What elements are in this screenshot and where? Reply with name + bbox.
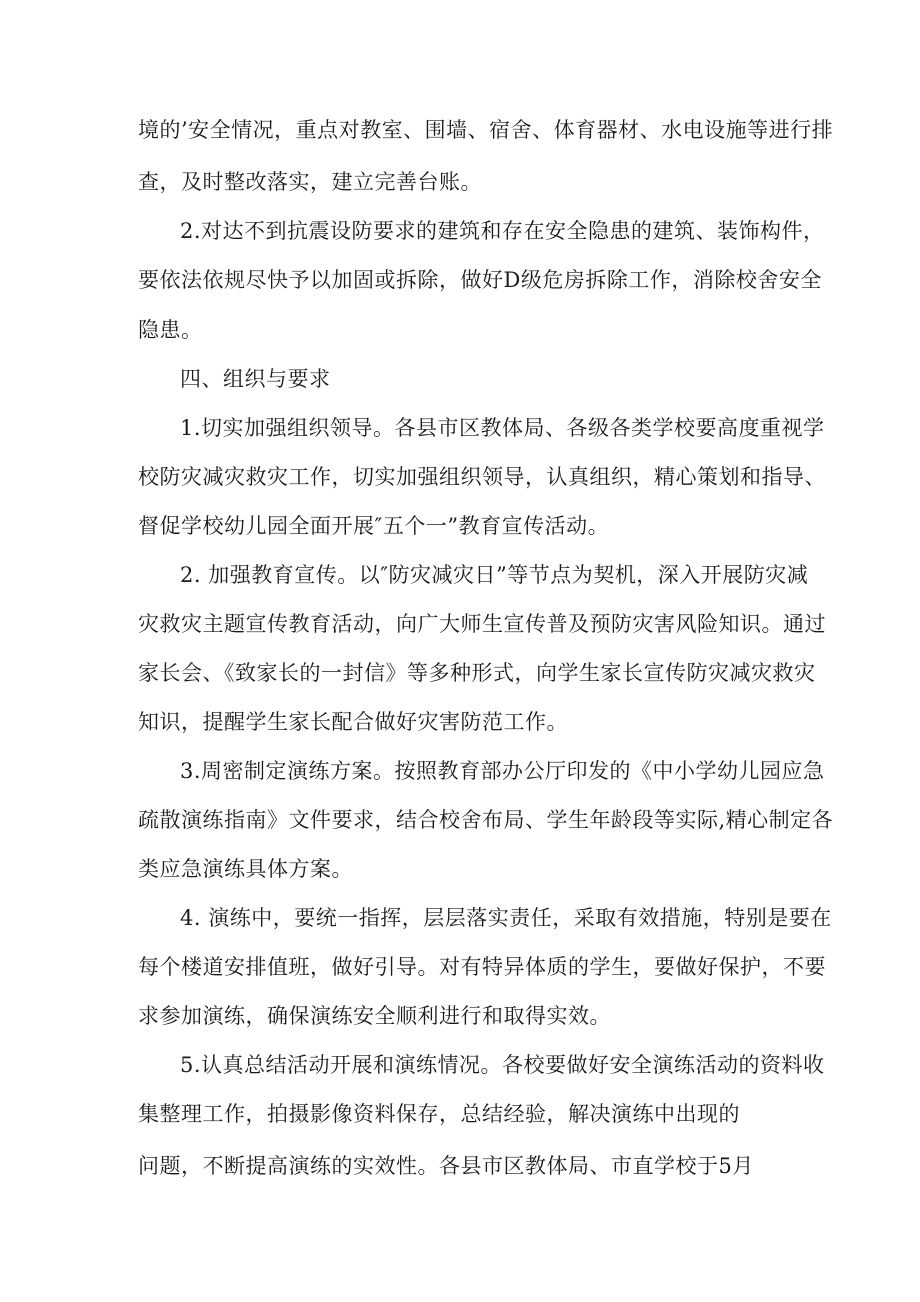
body-text-line: 集整理工作，拍摄影像资料保存，总结经验，解决演练中出现的 <box>138 1102 740 1126</box>
body-text-line: 知识，提醒学生家长配合做好灾害防范工作。 <box>138 710 568 734</box>
body-text-line: 3.周密制定演练方案。按照教育部办公厅印发的《中小学幼儿园应急 <box>180 759 825 783</box>
body-text-line: 类应急演练具体方案。 <box>138 857 353 881</box>
body-text-line: 1.切实加强组织领导。各县市区教体局、各级各类学校要高度重视学 <box>180 416 825 440</box>
body-text-line: 家长会、《致家长的一封信》等多种形式，向学生家长宣传防灾减灾救灾 <box>138 661 816 685</box>
body-text-line: 灾救灾主题宣传教育活动，向广大师生宣传普及预防灾害风险知识。通过 <box>138 612 826 636</box>
body-text-line: 4. 演练中，要统一指挥，层层落实责任，采取有效措施，特别是要在 <box>180 906 832 930</box>
body-text-line: 2.对达不到抗震设防要求的建筑和存在安全隐患的建筑、装饰构件， <box>180 219 825 243</box>
body-text-line: 境的’安全情况，重点对教室、围墙、宿舍、体育器材、水电设施等进行排 <box>138 118 834 142</box>
body-text-line: 校防灾减灾救灾工作，切实加强组织领导，认真组织，精心策划和指导、 <box>138 465 826 489</box>
body-text-line: 要依法依规尽快予以加固或拆除，做好D级危房拆除工作，消除校舍安全 <box>138 268 822 292</box>
body-text-line: 查，及时整改落实，建立完善台账。 <box>138 170 482 194</box>
body-text-line: 隐患。 <box>138 318 203 342</box>
body-text-line: 5.认真总结活动开展和演练情况。各校要做好安全演练活动的资料收 <box>180 1053 825 1077</box>
body-text-line: 每个楼道安排值班，做好引导。对有特异体质的学生，要做好保护，不要 <box>138 955 826 979</box>
body-text-line: 求参加演练，确保演练安全顺利进行和取得实效。 <box>138 1004 611 1028</box>
body-text-line: 督促学校幼儿园全面开展″五个一”教育宣传活动。 <box>138 514 610 538</box>
body-text-line: 问题，不断提高演练的实效性。各县市区教体局、市直学校于5月 <box>138 1154 754 1178</box>
section-heading: 四、组织与要求 <box>180 367 331 391</box>
body-text-line: 疏散演练指南》文件要求，结合校舍布局、学生年龄段等实际,精心制定各 <box>138 808 834 832</box>
body-text-line: 2. 加强教育宣传。以″防灾减灾日”等节点为契机，深入开展防灾减 <box>180 563 809 587</box>
